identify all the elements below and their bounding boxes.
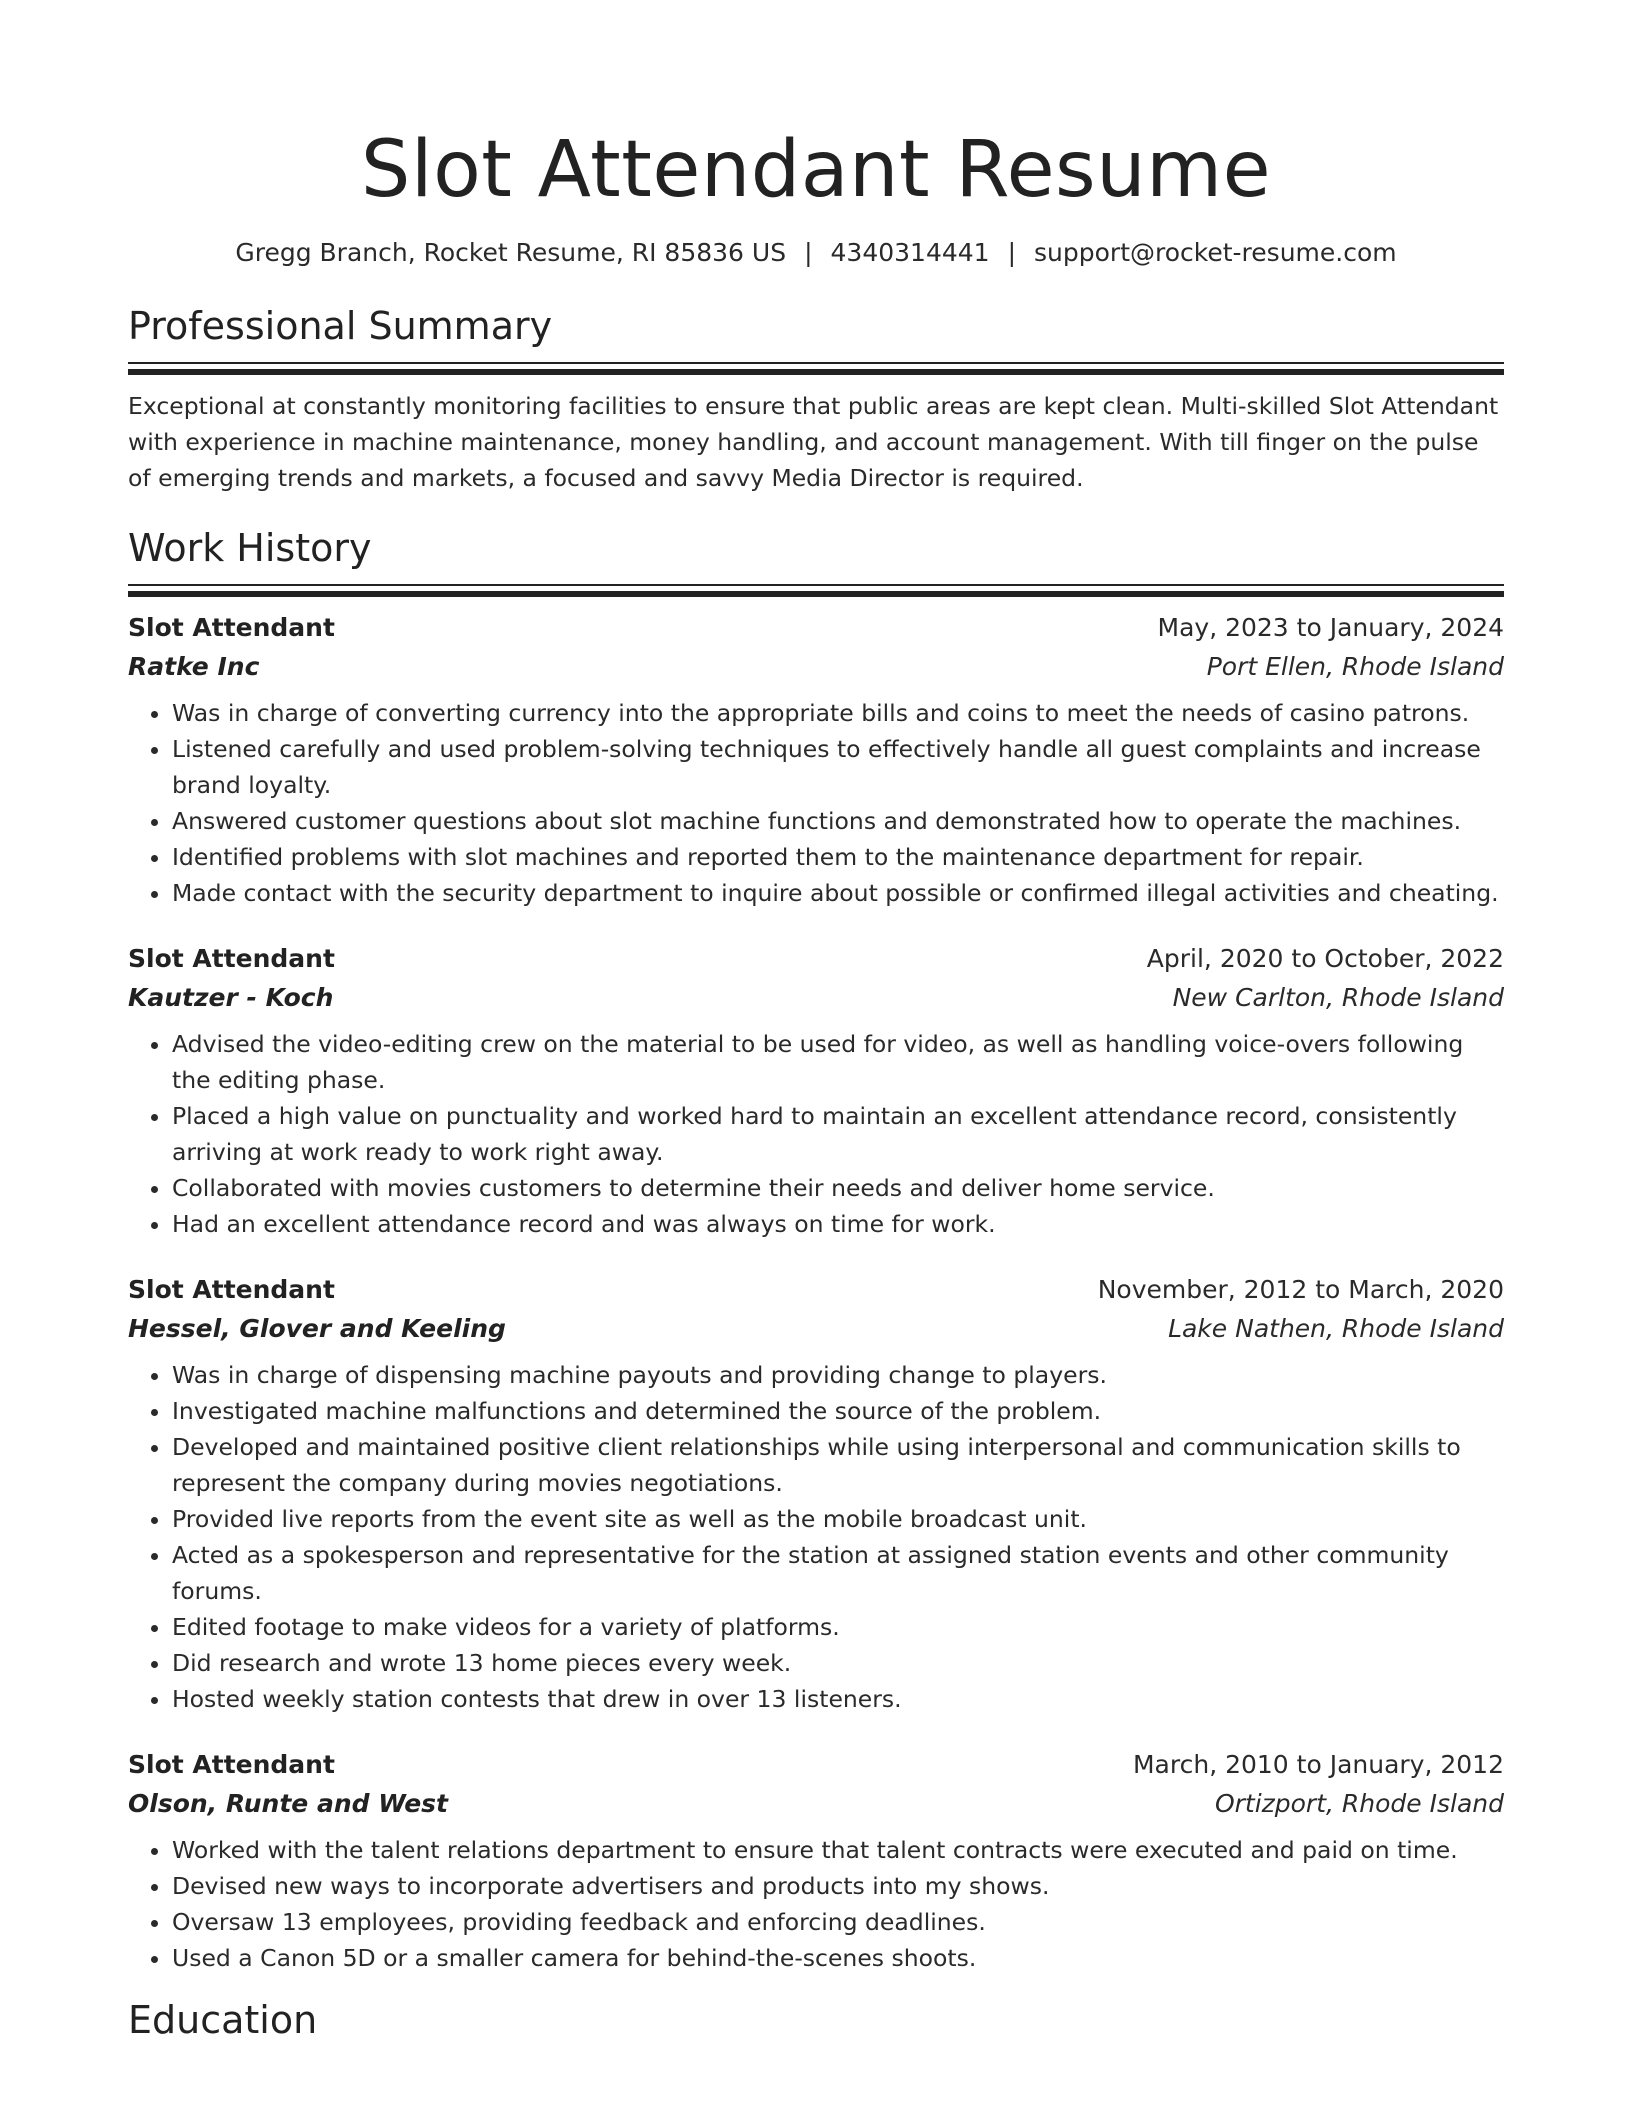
job-company-row (128, 1311, 1504, 1347)
job-bullet: • Was in charge of converting currency into the appropriate bills and coins to meet the needs of casino patrons. (172, 695, 1504, 731)
page-title: Slot Attendant Resume (360, 125, 1272, 215)
job-company-row (128, 649, 1504, 685)
job-bullet: • Identified problems with slot machines and reported them to the maintenance department for repair. (172, 839, 1504, 875)
summary-section (128, 302, 1504, 496)
job-bullet: • Devised new ways to incorporate advertisers and products into my shows. (172, 1868, 1504, 1904)
job-entry (128, 610, 1504, 911)
contact-address: Gregg Branch, Rocket Resume, RI 85836 US (235, 238, 787, 267)
job-title: Slot Attendant (128, 613, 335, 642)
job-header-row (128, 610, 1504, 646)
section-heading-education: Education (128, 1998, 318, 2042)
resume-page (128, 0, 1504, 2044)
section-divider (128, 584, 1504, 596)
job-location: Lake Nathen, Rhode Island (1168, 1314, 1504, 1343)
job-bullet: • Investigated machine malfunctions and determined the source of the problem. (172, 1393, 1504, 1429)
job-bullet-list (128, 695, 1504, 911)
job-header-row (128, 1272, 1504, 1308)
job-bullet: • Collaborated with movies customers to determine their needs and deliver home service. (172, 1170, 1504, 1206)
job-bullet: • Oversaw 13 employees, providing feedback and enforcing deadlines. (172, 1904, 1504, 1940)
job-bullet: • Hosted weekly station contests that drew in over 13 listeners. (172, 1681, 1504, 1717)
job-dates: March, 2010 to January, 2012 (1132, 1750, 1504, 1779)
job-company: Ratke Inc (128, 652, 260, 681)
job-bullet-list (128, 1026, 1504, 1242)
job-company: Kautzer - Koch (128, 983, 334, 1012)
section-heading-summary: Professional Summary (128, 304, 553, 348)
contact-separator: | (804, 238, 813, 267)
job-dates: November, 2012 to March, 2020 (1097, 1275, 1504, 1304)
job-bullet: • Did research and wrote 13 home pieces every week. (172, 1645, 1504, 1681)
job-bullet-list (128, 1357, 1504, 1717)
job-title: Slot Attendant (128, 1750, 335, 1779)
summary-text: Exceptional at constantly monitoring facilities to ensure that public areas are kept clean. Multi-skilled Slot Attendant with experience in machine maintenance, money handling, and account management. With till finger on the pulse of emerging trends and markets, a focused and savvy Media Director is required. (128, 392, 1499, 492)
job-company-row (128, 980, 1504, 1016)
contact-phone: 4340314441 (830, 238, 990, 267)
job-bullet: • Advised the video-editing crew on the material to be used for video, as well as handling voice-overs following the editing phase. (172, 1026, 1504, 1098)
job-bullet: • Acted as a spokesperson and representative for the station at assigned station events and other community forums. (172, 1537, 1504, 1609)
job-bullet: • Answered customer questions about slot machine functions and demonstrated how to operate the machines. (172, 803, 1504, 839)
section-heading-work-history: Work History (128, 526, 372, 570)
job-bullet: • Used a Canon 5D or a smaller camera for behind-the-scenes shoots. (172, 1940, 1504, 1976)
job-dates: April, 2020 to October, 2022 (1146, 944, 1504, 973)
education-section (128, 1996, 1504, 2044)
section-divider (128, 362, 1504, 374)
job-bullet: • Edited footage to make videos for a variety of platforms. (172, 1609, 1504, 1645)
job-bullet: • Made contact with the security department to inquire about possible or confirmed illegal activities and cheating. (172, 875, 1504, 911)
work-history-section (128, 524, 1504, 1976)
job-company: Olson, Runte and West (128, 1789, 448, 1818)
job-bullet: • Had an excellent attendance record and was always on time for work. (172, 1206, 1504, 1242)
job-header-row (128, 1747, 1504, 1783)
job-header-row (128, 941, 1504, 977)
contact-separator: | (1007, 238, 1017, 267)
job-bullet: • Provided live reports from the event site as well as the mobile broadcast unit. (172, 1501, 1504, 1537)
job-bullet: • Worked with the talent relations department to ensure that talent contracts were executed and paid on time. (172, 1832, 1504, 1868)
job-company-row (128, 1786, 1504, 1822)
job-location: Port Ellen, Rhode Island (1206, 652, 1504, 681)
job-location: New Carlton, Rhode Island (1172, 983, 1504, 1012)
job-dates: May, 2023 to January, 2024 (1157, 613, 1504, 642)
contact-email: support@rocket-resume.com (1034, 238, 1397, 267)
contact-line (128, 236, 1504, 270)
job-bullet: • Was in charge of dispensing machine payouts and providing change to players. (172, 1357, 1504, 1393)
job-list (128, 610, 1504, 1976)
job-bullet: • Developed and maintained positive client relationships while using interpersonal and communication skills to represent the company during movies negotiations. (172, 1429, 1504, 1501)
job-entry (128, 1747, 1504, 1976)
job-bullet: • Listened carefully and used problem-solving techniques to effectively handle all guest complaints and increase brand loyalty. (172, 731, 1504, 803)
job-title: Slot Attendant (128, 1275, 335, 1304)
job-bullet: • Placed a high value on punctuality and worked hard to maintain an excellent attendance record, consistently arriving at work ready to work right away. (172, 1098, 1504, 1170)
job-company: Hessel, Glover and Keeling (128, 1314, 506, 1343)
job-entry (128, 941, 1504, 1242)
job-title: Slot Attendant (128, 944, 335, 973)
job-bullet-list (128, 1832, 1504, 1976)
job-entry (128, 1272, 1504, 1717)
job-location: Ortizport, Rhode Island (1214, 1789, 1504, 1818)
